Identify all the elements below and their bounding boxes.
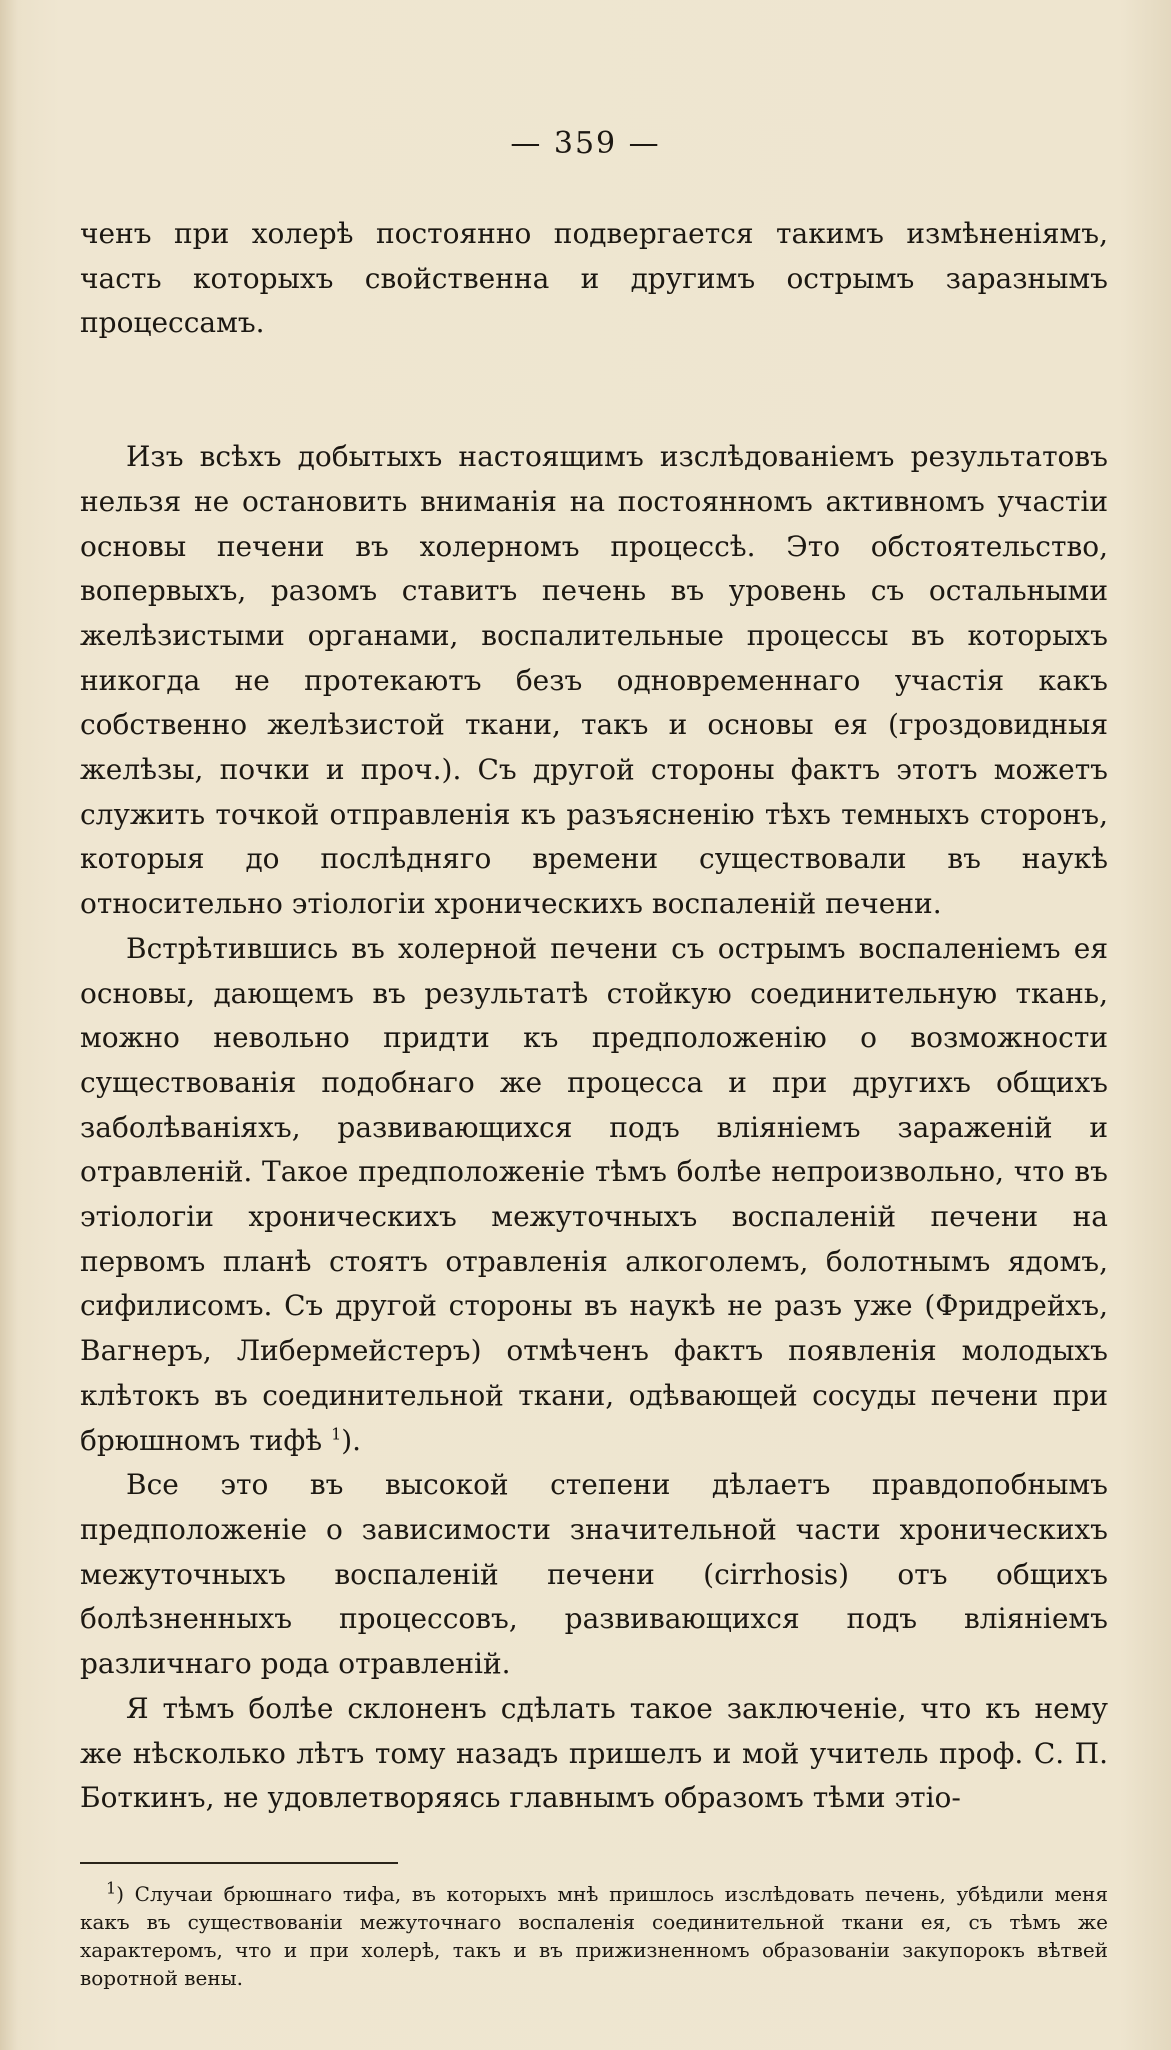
page-number: — 359 — [510, 126, 661, 161]
body-text [80, 212, 1108, 1821]
footnote [80, 1880, 1108, 1992]
paragraph-hypothesis [80, 927, 1108, 1463]
footnote-reference: 1 [331, 1424, 342, 1444]
footnote-marker-suffix: ) [116, 1882, 124, 1906]
paragraph-conclusion: Все это въ высокой степени дѣлаетъ правдопобнымъ предположенiе о зависимости значительной части хроническихъ межуточныхъ воспаленiй печени (cirrhosis) отъ общихъ болѣзненныхъ процессовъ, развивающихся подъ влiянiемъ различнаго рода отравленiй. [80, 1468, 1108, 1681]
footnote-divider [80, 1862, 398, 1864]
paragraph-continuation: ченъ при холерѣ постоянно подвергается такимъ измѣненiямъ, часть которыхъ свойственна и другимъ острымъ заразнымъ процессамъ. [80, 217, 1108, 340]
paragraph-hypothesis-text: Встрѣтившись въ холерной печени съ острымъ воспаленiемъ ея основы, дающемъ въ результатѣ стойкую соединительную ткань, можно невольно придти къ предположенiю о возможности существованiя подобнаго же процесса и при другихъ общихъ заболѣванiяхъ, развивающихся подъ влiянiемъ зараженiй и отравленiй. Такое предположенiе тѣмъ болѣе непроизвольно, что въ этiологiи хроническихъ межуточныхъ воспаленiй печени на первомъ планѣ стоятъ отравленiя алкоголемъ, болотнымъ ядомъ, сифилисомъ. Съ другой стороны въ наукѣ не разъ уже (Фридрейхъ, Вагнеръ, Либермейстеръ) отмѣченъ фактъ появленiя молодыхъ клѣтокъ въ соединительной ткани, одѣвающей сосуды печени при брюшномъ тифѣ [80, 931, 1108, 1457]
paragraph-botkin: Я тѣмъ болѣе склоненъ сдѣлать такое заключенiе, что къ нему же нѣсколько лѣтъ тому назадъ пришелъ и мой учитель проф. С. П. Боткинъ, не удовлетворяясь главнымъ образомъ тѣми этiо- [80, 1691, 1108, 1815]
footnote-text: Случаи брюшнаго тифа, въ которыхъ мнѣ пришлось изслѣдовать печень, убѣдили меня какъ въ существованiи межуточнаго воспаленiя соединительной ткани ея, съ тѣмъ же характеромъ, что и при холерѣ, такъ и въ прижизненномъ образованiи закупорокъ вѣтвей воротной вены. [80, 1882, 1108, 1990]
footnote-marker: 1 [106, 1878, 117, 1898]
paragraph-results: Изъ всѣхъ добытыхъ настоящимъ изслѣдованiемъ результатовъ нельзя не остановить вниманiя на постоянномъ активномъ участiи основы печени въ холерномъ процессѣ. Это обстоятельство, вопервыхъ, разомъ ставитъ печень въ уровень съ остальными желѣзистыми органами, воспалительные процессы въ которыхъ никогда не протекаютъ безъ одновременнаго участiя какъ собственно желѣзистой ткани, такъ и основы ея (гроздовидныя желѣзы, почки и проч.). Съ другой стороны фактъ этотъ можетъ служить точкой отправленiя къ разъясненiю тѣхъ темныхъ сторонъ, которыя до послѣдняго времени существовали въ наукѣ относительно этiологiи хроническихъ воспаленiй печени. [80, 440, 1108, 921]
footnote-reference-suffix: ). [341, 1423, 362, 1457]
